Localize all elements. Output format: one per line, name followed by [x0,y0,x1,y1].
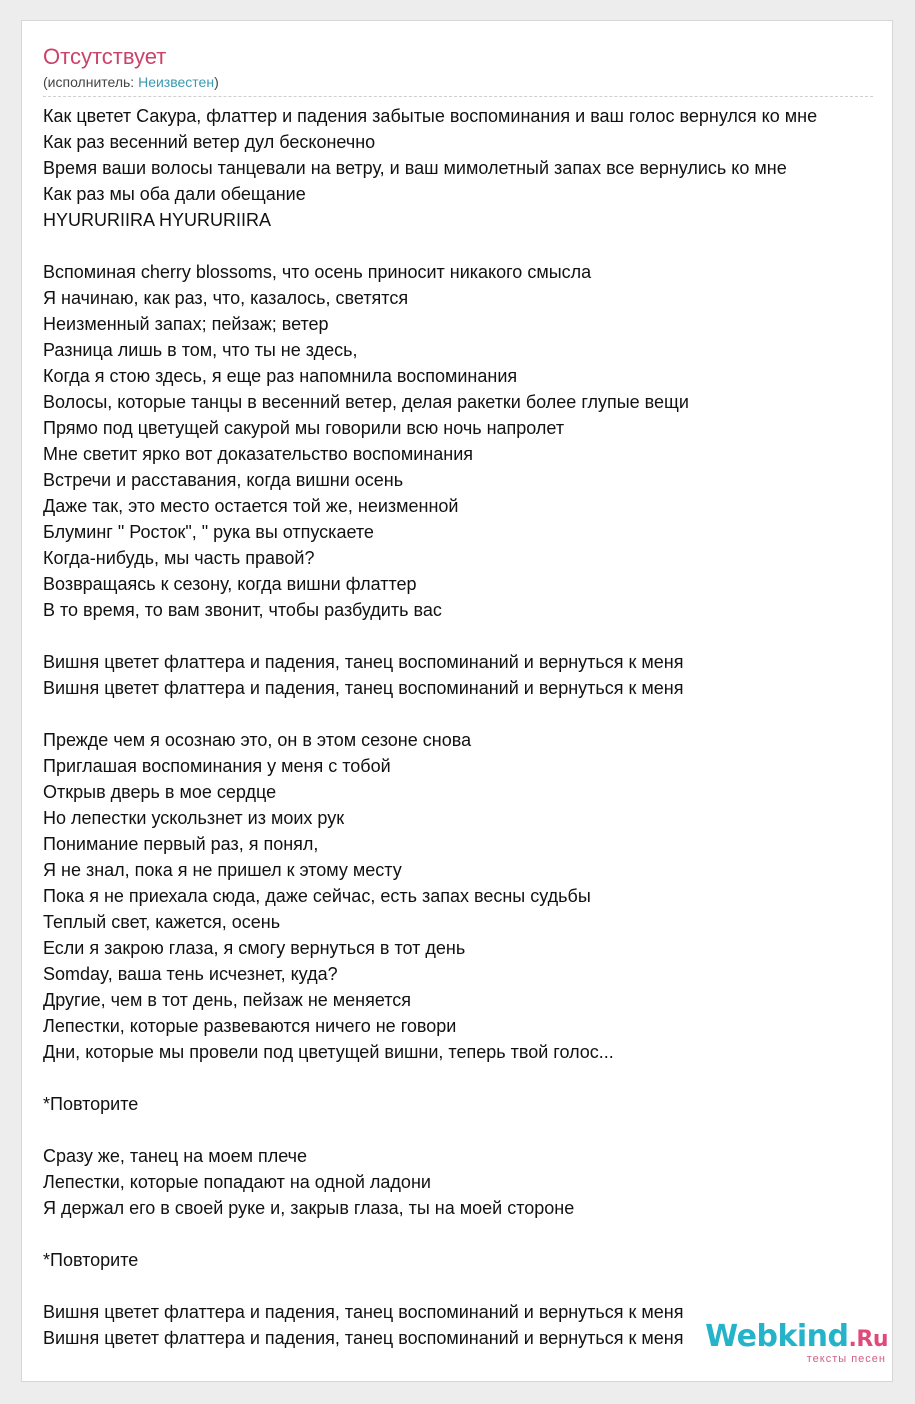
lyric-blank-line [43,1117,817,1143]
lyric-line: Вишня цветет флаттера и падения, танец воспоминаний и вернуться к меня [43,652,684,672]
artist-link[interactable]: Неизвестен [138,74,215,90]
lyric-line: Как раз весенний ветер дул бесконечно [43,132,376,152]
lyric-line: Встречи и расставания, когда вишни осень [43,470,404,490]
lyric-line: Когда я стою здесь, я еще раз напомнила воспоминания [43,366,518,386]
lyric-line: *Повторите [43,1250,139,1270]
lyric-line: Разница лишь в том, что ты не здесь, [43,340,358,360]
lyric-line: Неизменный запах; пейзаж; ветер [43,314,329,334]
lyric-line: Пока я не приехала сюда, даже сейчас, есть запах весны судьбы [43,886,591,906]
lyric-line: Понимание первый раз, я понял, [43,834,319,854]
lyric-blank-line [43,701,817,727]
webkind-logo[interactable] [705,1320,888,1365]
lyric-line: Somday, ваша тень исчезнет, куда? [43,964,338,984]
lyric-line: Открыв дверь в мое сердце [43,782,277,802]
lyric-blank-line [43,1221,817,1247]
song-title: Отсутствует [43,44,167,69]
logo-wordmark [705,1320,888,1357]
artist-prefix: (исполнитель: [43,74,139,90]
lyric-blank-line [43,233,817,259]
lyric-line: Вишня цветет флаттера и падения, танец воспоминаний и вернуться к меня [43,1302,684,1322]
lyric-line: Вишня цветет флаттера и падения, танец воспоминаний и вернуться к меня [43,1328,684,1348]
lyric-line: Когда-нибудь, мы часть правой? [43,548,315,568]
lyric-line: Если я закрою глаза, я смогу вернуться в тот день [43,938,466,958]
lyric-line: Вишня цветет флаттера и падения, танец воспоминаний и вернуться к меня [43,678,684,698]
lyric-line: Даже так, это место остается той же, неизменной [43,496,459,516]
lyric-line: Вспоминая cherry blossoms, что осень приносит никакого смысла [43,262,592,282]
lyric-line: Сразу же, танец на моем плече [43,1146,308,1166]
lyric-line: Как раз мы оба дали обещание [43,184,306,204]
lyric-line: Лепестки, которые попадают на одной ладони [43,1172,431,1192]
lyric-line: Время ваши волосы танцевали на ветру, и ваш мимолетный запах все вернулись ко мне [43,158,787,178]
lyric-blank-line [43,623,817,649]
lyric-line: Прямо под цветущей сакурой мы говорили всю ночь напролет [43,418,565,438]
lyric-line: Мне светит ярко вот доказательство воспоминания [43,444,473,464]
lyric-line: Я начинаю, как раз, что, казалось, светятся [43,288,409,308]
lyrics-card [21,20,893,1382]
lyrics-text [43,103,817,1351]
lyric-line: Теплый свет, кажется, осень [43,912,281,932]
lyric-line: Волосы, которые танцы в весенний ветер, делая ракетки более глупые вещи [43,392,689,412]
lyric-line: Я держал его в своей руке и, закрыв глаза, ты на моей стороне [43,1198,575,1218]
lyric-line: Но лепестки ускользнет из моих рук [43,808,345,828]
artist-suffix: ) [214,74,219,90]
lyric-blank-line [43,1065,817,1091]
logo-brand: Webkind [705,1319,849,1354]
lyric-line: Прежде чем я осознаю это, он в этом сезоне снова [43,730,472,750]
lyric-line: Лепестки, которые развеваются ничего не говори [43,1016,457,1036]
artist-line [43,73,219,91]
lyric-line: Возвращаясь к сезону, когда вишни флаттер [43,574,417,594]
lyric-line: *Повторите [43,1094,139,1114]
lyric-line: Я не знал, пока я не пришел к этому месту [43,860,402,880]
logo-tagline: тексты песен [806,1353,886,1365]
lyric-line: HYURURIIRA HYURURIIRA [43,210,272,230]
lyric-line: В то время, то вам звонит, чтобы разбудить вас [43,600,442,620]
lyric-line: Блуминг " Росток", " рука вы отпускаете [43,522,374,542]
lyric-line: Приглашая воспоминания у меня с тобой [43,756,391,776]
lyric-line: Другие, чем в тот день, пейзаж не меняется [43,990,412,1010]
lyric-blank-line [43,1273,817,1299]
lyric-line: Дни, которые мы провели под цветущей вишни, теперь твой голос... [43,1042,614,1062]
lyric-line: Как цветет Сакура, флаттер и падения забытые воспоминания и ваш голос вернулся ко мне [43,106,818,126]
title-divider [43,96,873,97]
logo-tld: .Ru [848,1327,888,1352]
